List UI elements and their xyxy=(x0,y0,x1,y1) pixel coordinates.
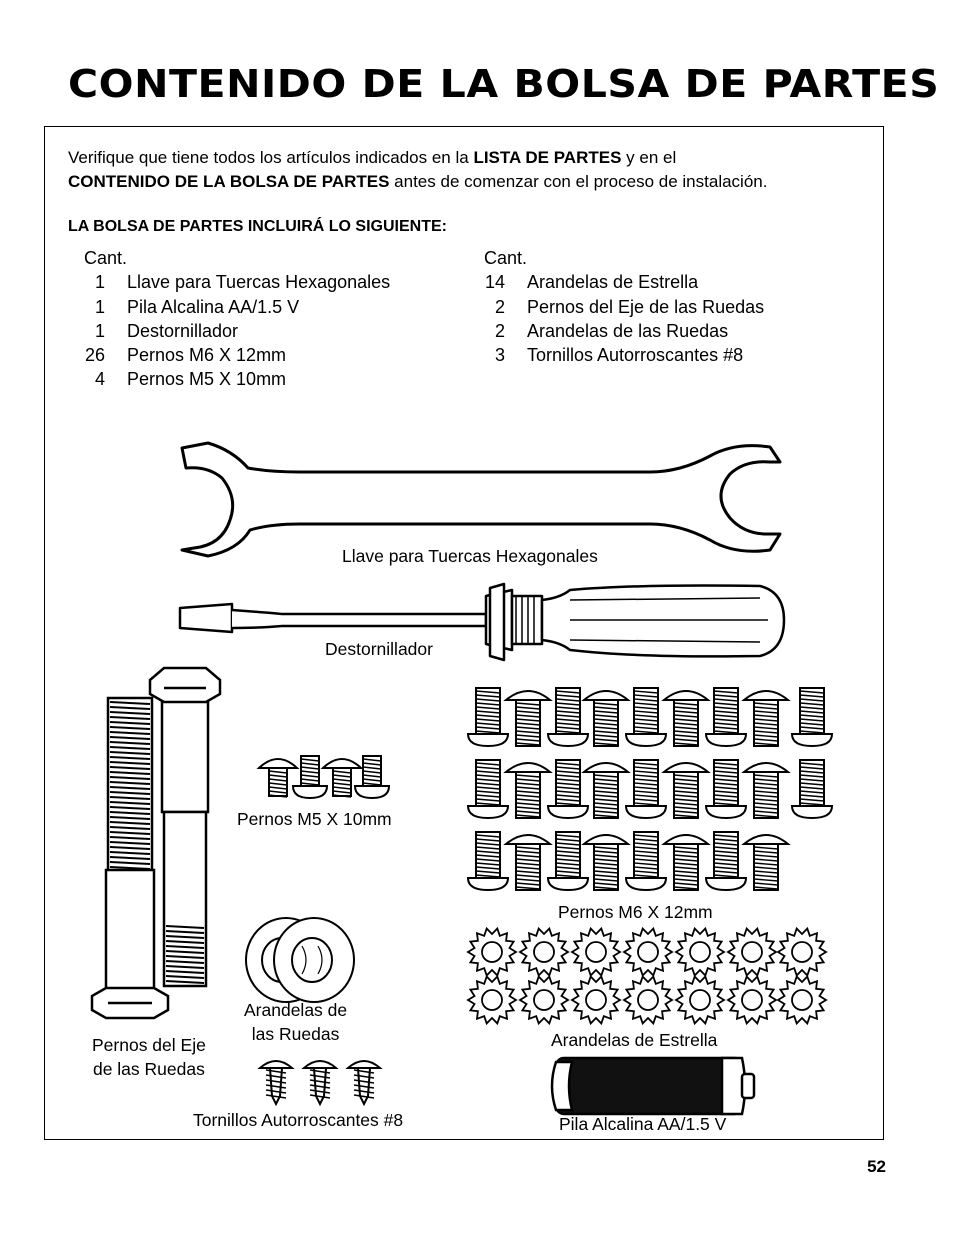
self-tapping-caption: Tornillos Autorroscantes #8 xyxy=(193,1110,404,1130)
star-washer-icon xyxy=(676,977,724,1024)
bolt-icon xyxy=(584,691,628,746)
axle-bolt-icon xyxy=(150,668,220,986)
bolt-icon xyxy=(506,835,550,890)
star-washer-icon xyxy=(778,977,826,1024)
bolt-icon xyxy=(293,756,327,798)
battery-caption: Pila Alcalina AA/1.5 V xyxy=(559,1114,727,1134)
star-washer-icon xyxy=(468,929,826,1024)
star-washers-caption: Arandelas de Estrella xyxy=(551,1030,718,1050)
star-washer-icon xyxy=(520,929,568,976)
item-qty: 2 xyxy=(494,296,505,317)
battery-icon xyxy=(552,1058,754,1114)
wheel-washers-caption: Arandelas de las Ruedas xyxy=(244,1000,348,1044)
item-qty: 14 xyxy=(484,272,505,293)
star-washer-icon xyxy=(676,929,724,976)
bolt-icon xyxy=(626,688,666,746)
self-tapping-screw-icon xyxy=(260,1061,292,1104)
screwdriver-icon xyxy=(180,584,784,660)
wrench-icon xyxy=(182,443,780,556)
wheel-washer-icon xyxy=(246,918,354,1002)
bolt-icon xyxy=(548,760,588,818)
bolt-icon xyxy=(706,832,746,890)
bolt-icon xyxy=(664,691,708,746)
m6-bolt-icon xyxy=(468,688,832,890)
self-tapping-screw-icon xyxy=(260,1061,380,1104)
bolt-icon xyxy=(706,688,746,746)
bolt-icon xyxy=(468,832,508,890)
star-washer-icon xyxy=(728,977,776,1024)
star-washer-icon xyxy=(778,929,826,976)
wrench-caption: Llave para Tuercas Hexagonales xyxy=(342,546,598,566)
bolt-icon xyxy=(744,763,788,818)
self-tapping-screw-icon xyxy=(348,1061,380,1104)
bolt-icon xyxy=(355,756,389,798)
star-washer-icon xyxy=(572,977,620,1024)
intro-text: Verifique que tiene todos los artículos indicados en la LISTA DE PARTES y en el CONTENIDO DE LA BOLSA DE PARTES antes de comenzar con el proceso de instalación. xyxy=(68,148,768,191)
item-name: Llave para Tuercas Hexagonales xyxy=(127,272,391,293)
item-qty: 1 xyxy=(94,272,105,293)
bolt-icon xyxy=(548,688,588,746)
self-tapping-screw-icon xyxy=(304,1061,336,1104)
bolt-icon xyxy=(664,763,708,818)
bolt-icon xyxy=(584,835,628,890)
star-washer-icon xyxy=(624,977,672,1024)
bolt-icon xyxy=(506,763,550,818)
item-qty: 1 xyxy=(94,320,105,341)
item-name: Arandelas de Estrella xyxy=(527,272,699,293)
item-name: Pila Alcalina AA/1.5 V xyxy=(127,296,300,317)
item-qty: 4 xyxy=(94,369,105,390)
bolt-icon xyxy=(792,688,832,746)
page-title: CONTENIDO DE LA BOLSA DE PARTES xyxy=(68,62,940,106)
bolt-icon xyxy=(626,760,666,818)
qty-header: Cant. xyxy=(484,248,528,268)
item-qty: 2 xyxy=(494,320,505,341)
m6-caption: Pernos M6 X 12mm xyxy=(558,902,713,922)
m5-bolt-icon xyxy=(259,756,389,798)
bolt-icon xyxy=(626,832,666,890)
star-washer-icon xyxy=(624,929,672,976)
bolt-icon xyxy=(664,835,708,890)
bolt-icon xyxy=(468,760,508,818)
star-washer-icon xyxy=(468,977,516,1024)
item-name: Pernos M6 X 12mm xyxy=(127,345,287,366)
item-qty: 1 xyxy=(94,296,105,317)
item-name: Arandelas de las Ruedas xyxy=(527,320,729,341)
list-heading: LA BOLSA DE PARTES INCLUIRÁ LO SIGUIENTE: xyxy=(68,218,447,235)
star-washer-icon xyxy=(520,977,568,1024)
item-name: Destornillador xyxy=(127,320,239,341)
bolt-icon xyxy=(548,832,588,890)
bolt-icon xyxy=(468,688,508,746)
bolt-icon xyxy=(259,759,297,797)
axle-bolts-caption: Pernos del Eje de las Ruedas xyxy=(92,1035,206,1079)
m5-caption: Pernos M5 X 10mm xyxy=(237,809,392,829)
screwdriver-caption: Destornillador xyxy=(325,639,433,659)
star-washer-icon xyxy=(572,929,620,976)
bolt-icon xyxy=(584,763,628,818)
star-washer-icon xyxy=(468,929,516,976)
item-name: Pernos del Eje de las Ruedas xyxy=(527,296,765,317)
item-qty: 26 xyxy=(84,345,105,366)
item-name: Pernos M5 X 10mm xyxy=(127,369,287,390)
bolt-icon xyxy=(792,760,832,818)
star-washer-icon xyxy=(728,929,776,976)
item-name: Tornillos Autorroscantes #8 xyxy=(527,345,744,366)
item-qty: 3 xyxy=(494,345,505,366)
bolt-icon xyxy=(744,691,788,746)
page-number: 52 xyxy=(867,1157,886,1176)
bolt-icon xyxy=(744,835,788,890)
qty-header: Cant. xyxy=(84,248,128,268)
bolt-icon xyxy=(706,760,746,818)
bolt-icon xyxy=(506,691,550,746)
